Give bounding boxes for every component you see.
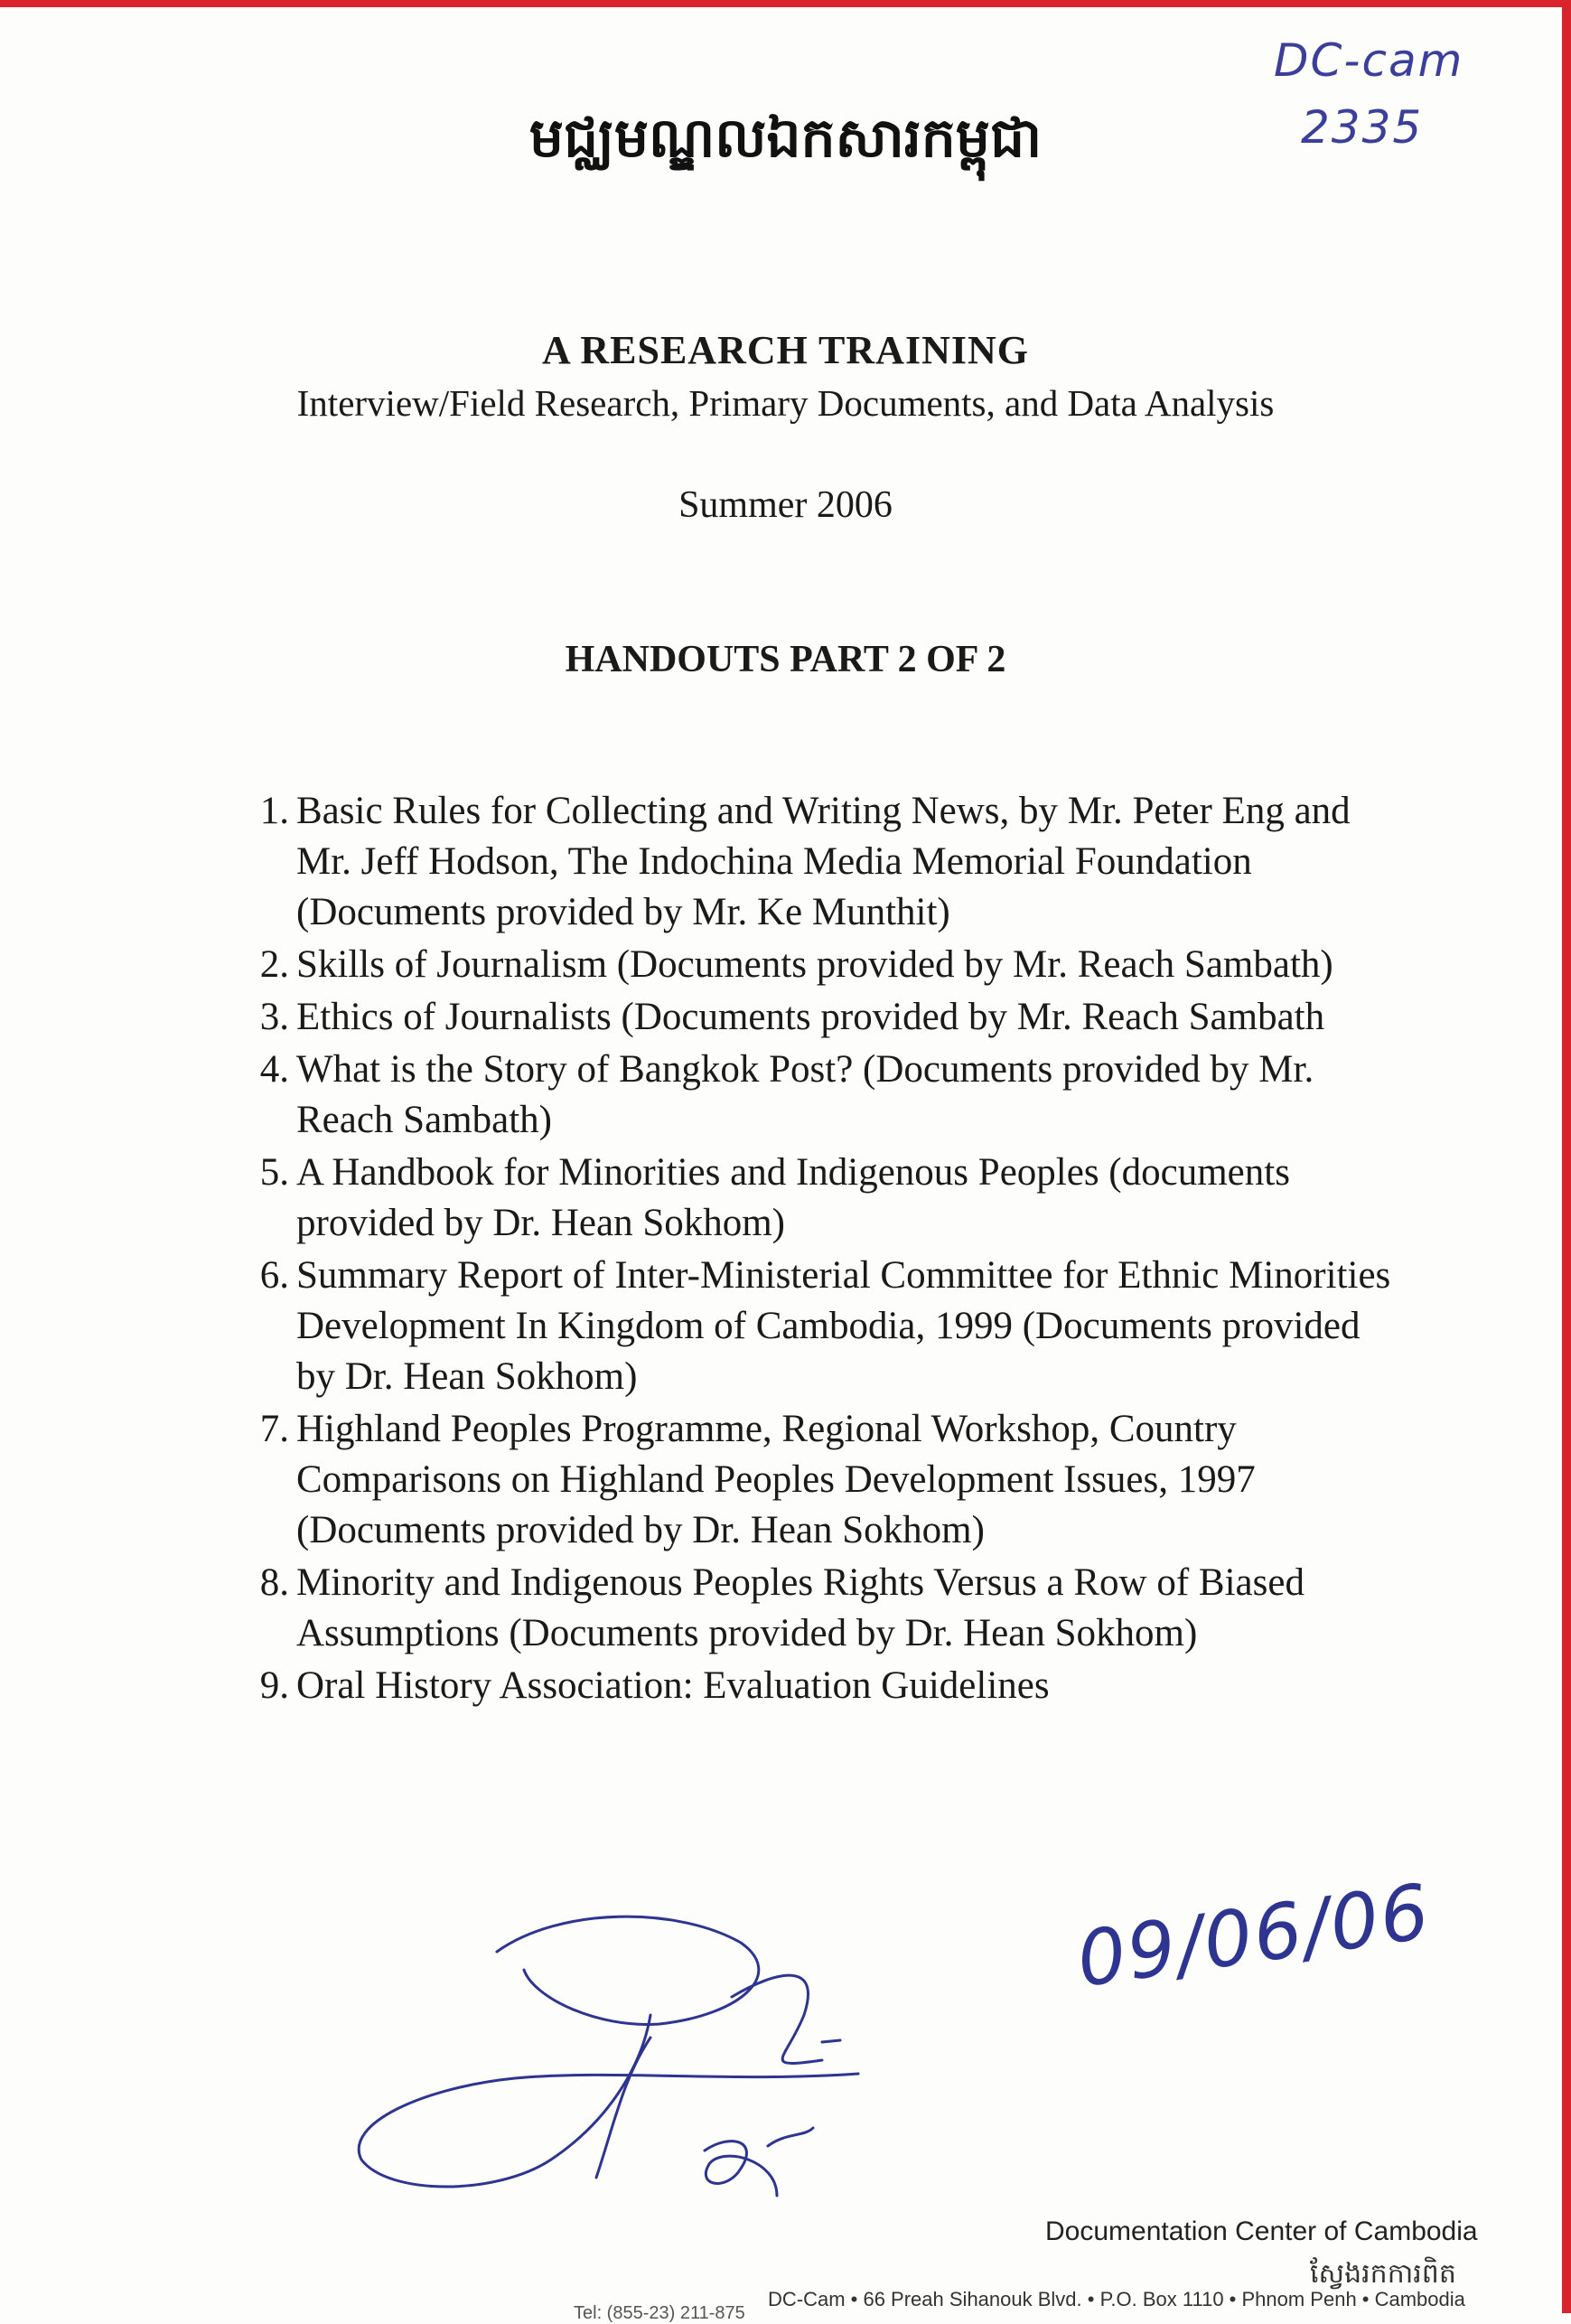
list-item-number: 8.: [259, 1561, 289, 1604]
list-item-text: Highland Peoples Programme, Regional Workshop, Country Comparisons on Highland Peoples Development Issues, 1997 (Documents provided by Dr. Hean Sokhom): [296, 1408, 1256, 1551]
list-item-text: Oral History Association: Evaluation Guidelines: [296, 1664, 1050, 1707]
footer-address: DC-Cam • 66 Preah Sihanouk Blvd. • P.O. Box 1110 • Phnom Penh • Cambodia: [768, 2288, 1465, 2310]
list-item-number: 9.: [259, 1664, 289, 1707]
list-item-number: 2.: [259, 943, 289, 986]
khmer-organization-title: មជ្ឈមណ្ឌលឯកសារកម្ពុជា: [528, 107, 1043, 170]
list-item-text: Skills of Journalism (Documents provided by Mr. Reach Sambath): [296, 943, 1333, 986]
list-item: [208, 1558, 1391, 1659]
list-item-text: A Handbook for Minorities and Indigenous Peoples (documents provided by Dr. Hean Sokhom): [296, 1151, 1290, 1244]
list-item: [208, 940, 1391, 990]
list-item-text: Summary Report of Inter-Ministerial Committee for Ethnic Minorities Development In Kingdom of Cambodia, 1999 (Documents provided by Dr. Hean Sokhom): [296, 1254, 1391, 1398]
list-item: [208, 992, 1391, 1043]
list-item-text: What is the Story of Bangkok Post? (Documents provided by Mr. Reach Sambath): [296, 1048, 1314, 1141]
list-item-text: Ethics of Journalists (Documents provided by Mr. Reach Sambath: [296, 996, 1325, 1038]
document-title: A RESEARCH TRAINING: [542, 328, 1029, 372]
footer-khmer-tagline: ស្វែងរកការពិត: [1310, 2258, 1456, 2290]
list-item: [208, 1661, 1391, 1711]
list-item: [208, 1404, 1391, 1556]
list-item-text: Basic Rules for Collecting and Writing News, by Mr. Peter Eng and Mr. Jeff Hodson, The Indochina Media Memorial Foundation (Documents provided by Mr. Ke Munthit): [296, 790, 1351, 933]
handwritten-archive-label: DC-cam: [1274, 34, 1464, 87]
season-label: Summer 2006: [678, 484, 893, 526]
list-item: [208, 1148, 1391, 1249]
list-item: [208, 1251, 1391, 1402]
list-item-text: Minority and Indigenous Peoples Rights Versus a Row of Biased Assumptions (Documents provided by Dr. Hean Sokhom): [296, 1561, 1304, 1654]
list-item-number: 4.: [259, 1048, 289, 1091]
list-item-number: 6.: [259, 1254, 289, 1297]
list-item: [208, 786, 1391, 938]
handwritten-archive-number: 2335: [1301, 101, 1424, 154]
footer-telephone: Tel: (855-23) 211-875: [574, 2303, 745, 2323]
handouts-list: [208, 786, 1391, 1713]
handwritten-date: 09/06/06: [1071, 1867, 1436, 2004]
footer-organization-name: Documentation Center of Cambodia: [1045, 2216, 1478, 2246]
handwritten-signature: [352, 1888, 1057, 2214]
handouts-heading: HANDOUTS PART 2 OF 2: [565, 639, 1006, 680]
red-page-edge-top: [0, 0, 1571, 7]
list-item-number: 1.: [259, 790, 289, 832]
list-item-number: 5.: [259, 1151, 289, 1194]
document-subtitle: Interview/Field Research, Primary Documents, and Data Analysis: [296, 382, 1275, 424]
list-item-number: 3.: [259, 996, 289, 1038]
list-item-number: 7.: [259, 1408, 289, 1450]
list-item: [208, 1045, 1391, 1146]
